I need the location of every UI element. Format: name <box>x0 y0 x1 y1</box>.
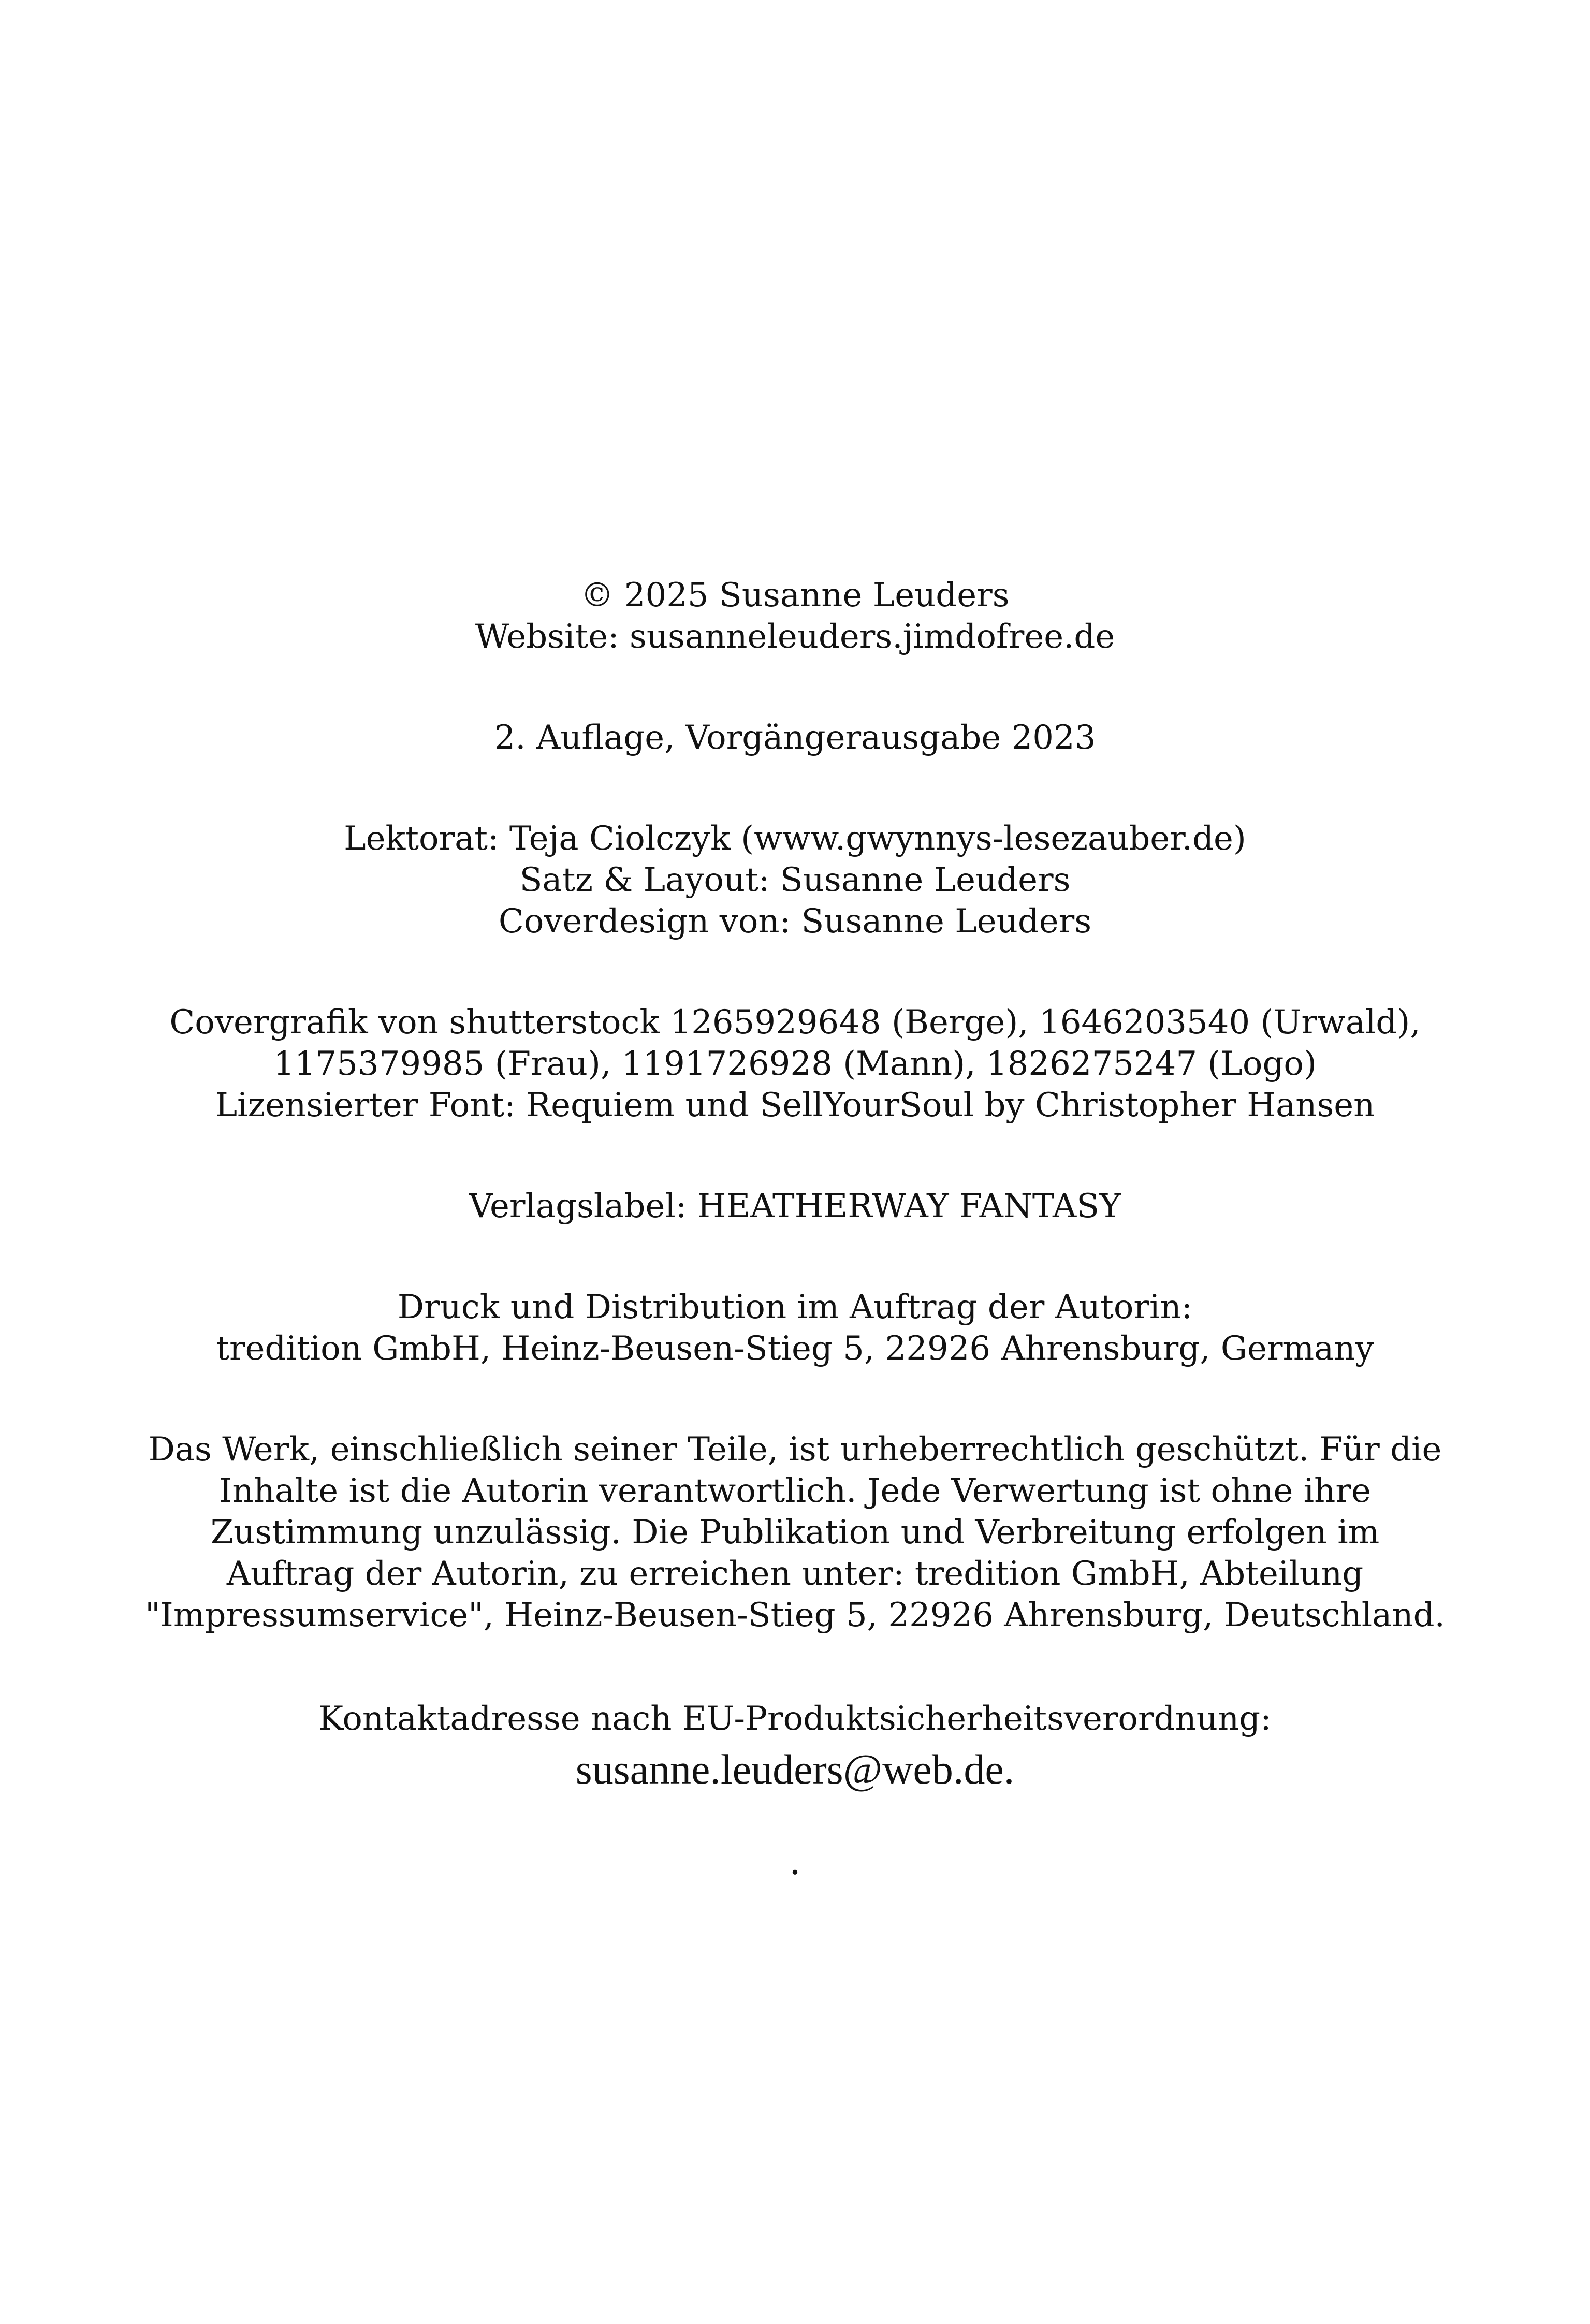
edition-line: 2. Auflage, Vorgängerausgabe 2023 <box>494 719 1096 757</box>
rights-line-1: Das Werk, einschließlich seiner Teile, ist urheberrechtlich geschützt. Für die <box>148 1430 1442 1469</box>
lektorat-line: Lektorat: Teja Ciolczyk (www.gwynnys-lesezauber.de) <box>344 820 1246 858</box>
covergrafik-line-2: 1175379985 (Frau), 1191726928 (Mann), 1826275247 (Logo) <box>273 1045 1317 1083</box>
trailing-dot: . <box>789 1839 801 1883</box>
druck-line-1: Druck und Distribution im Auftrag der Autorin: <box>397 1288 1193 1326</box>
contact-heading: Kontaktadresse nach EU-Produktsicherheitsverordnung: <box>318 1700 1272 1738</box>
contact-email: susanne.leuders@web.de. <box>575 1746 1015 1793</box>
verlagslabel-line: Verlagslabel: HEATHERWAY FANTASY <box>469 1187 1121 1225</box>
rights-line-2: Inhalte ist die Autorin verantwortlich. Jede Verwertung ist ohne ihre <box>219 1472 1371 1510</box>
rights-line-5: "Impressumservice", Heinz-Beusen-Stieg 5, 22926 Ahrensburg, Deutschland. <box>145 1596 1445 1634</box>
druck-line-2: tredition GmbH, Heinz-Beusen-Stieg 5, 22926 Ahrensburg, Germany <box>216 1329 1374 1368</box>
font-license-line: Lizensierter Font: Requiem und SellYourSoul by Christopher Hansen <box>215 1086 1375 1124</box>
coverdesign-line: Coverdesign von: Susanne Leuders <box>498 902 1092 941</box>
rights-line-3: Zustimmung unzulässig. Die Publikation und Verbreitung erfolgen im <box>210 1513 1380 1552</box>
copyright-line: © 2025 Susanne Leuders <box>580 576 1010 615</box>
satz-layout-line: Satz & Layout: Susanne Leuders <box>519 861 1071 899</box>
website-line: Website: susanneleuders.jimdofree.de <box>475 618 1115 656</box>
rights-line-4: Auftrag der Autorin, zu erreichen unter: tredition GmbH, Abteilung <box>226 1555 1364 1593</box>
covergrafik-line-1: Covergrafik von shutterstock 1265929648 (Berge), 1646203540 (Urwald), <box>169 1003 1421 1042</box>
